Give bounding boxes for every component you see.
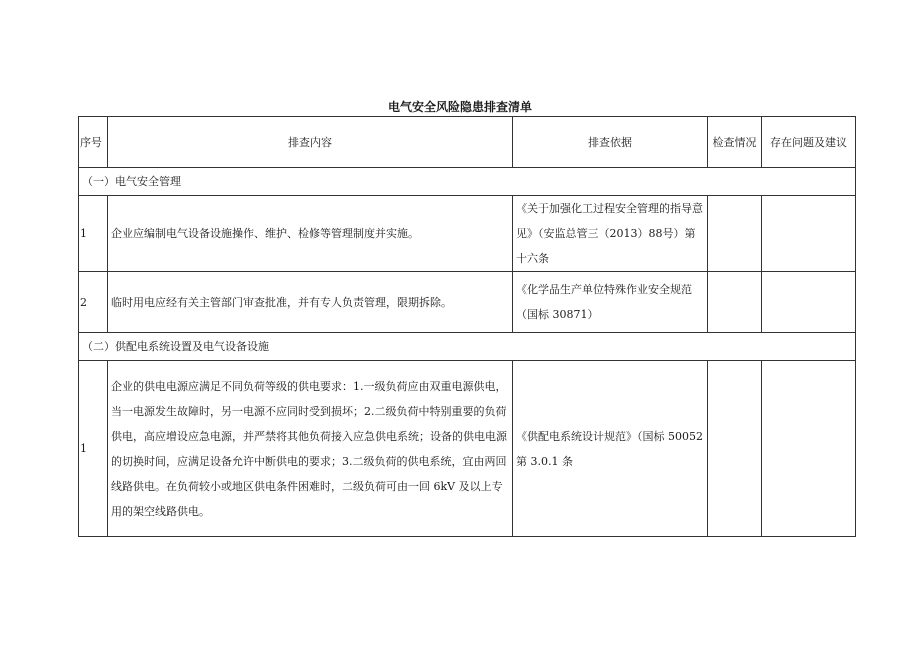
header-issues: 存在问题及建议 (762, 117, 856, 168)
row-basis: 《关于加强化工过程安全管理的指导意见》（安监总管三（2013）88号）第十六条 (513, 196, 708, 272)
table-row (79, 272, 856, 333)
table-row (79, 196, 856, 272)
table-header-row (79, 117, 856, 168)
row-basis: 《供配电系统设计规范》（国标 50052 第 3.0.1 条 (513, 361, 708, 537)
row-content: 企业应编制电气设备设施操作、维护、检修等管理制度并实施。 (108, 196, 513, 272)
header-status: 检查情况 (708, 117, 762, 168)
row-status-cell[interactable] (708, 196, 762, 272)
row-index: 2 (79, 272, 108, 333)
section-row (79, 333, 856, 361)
header-index: 序号 (79, 117, 108, 168)
table-row (79, 361, 856, 537)
row-content: 企业的供电电源应满足不同负荷等级的供电要求：1.一级负荷应由双重电源供电，当一电源发生故障时，另一电源不应同时受到损坏；2.二级负荷中特别重要的负荷供电，高应增设应急电源，并严禁将其他负荷接入应急供电系统；设备的供电电源的切换时间，应满足设备允许中断供电的要求；3.二级负荷的供电系统，宜由两回线路供电。在负荷较小或地区供电条件困难时，二级负荷可由一回 6kV 及以上专用的架空线路供电。 (108, 361, 513, 537)
checklist-table (78, 116, 856, 537)
header-content: 排查内容 (108, 117, 513, 168)
row-status-cell[interactable] (708, 361, 762, 537)
header-basis: 排查依据 (513, 117, 708, 168)
row-index: 1 (79, 196, 108, 272)
row-issues-cell[interactable] (762, 272, 856, 333)
document-title: 电气安全风险隐患排查清单 (387, 100, 532, 114)
row-index: 1 (79, 361, 108, 537)
section-title: （一）电气安全管理 (79, 168, 856, 196)
section-title: （二）供配电系统设置及电气设备设施 (79, 333, 856, 361)
row-status-cell[interactable] (708, 272, 762, 333)
row-issues-cell[interactable] (762, 361, 856, 537)
section-row (79, 168, 856, 196)
row-content: 临时用电应经有关主管部门审查批准，并有专人负责管理，限期拆除。 (108, 272, 513, 333)
row-basis: 《化学品生产单位特殊作业安全规范（国标 30871） (513, 272, 708, 333)
row-issues-cell[interactable] (762, 196, 856, 272)
